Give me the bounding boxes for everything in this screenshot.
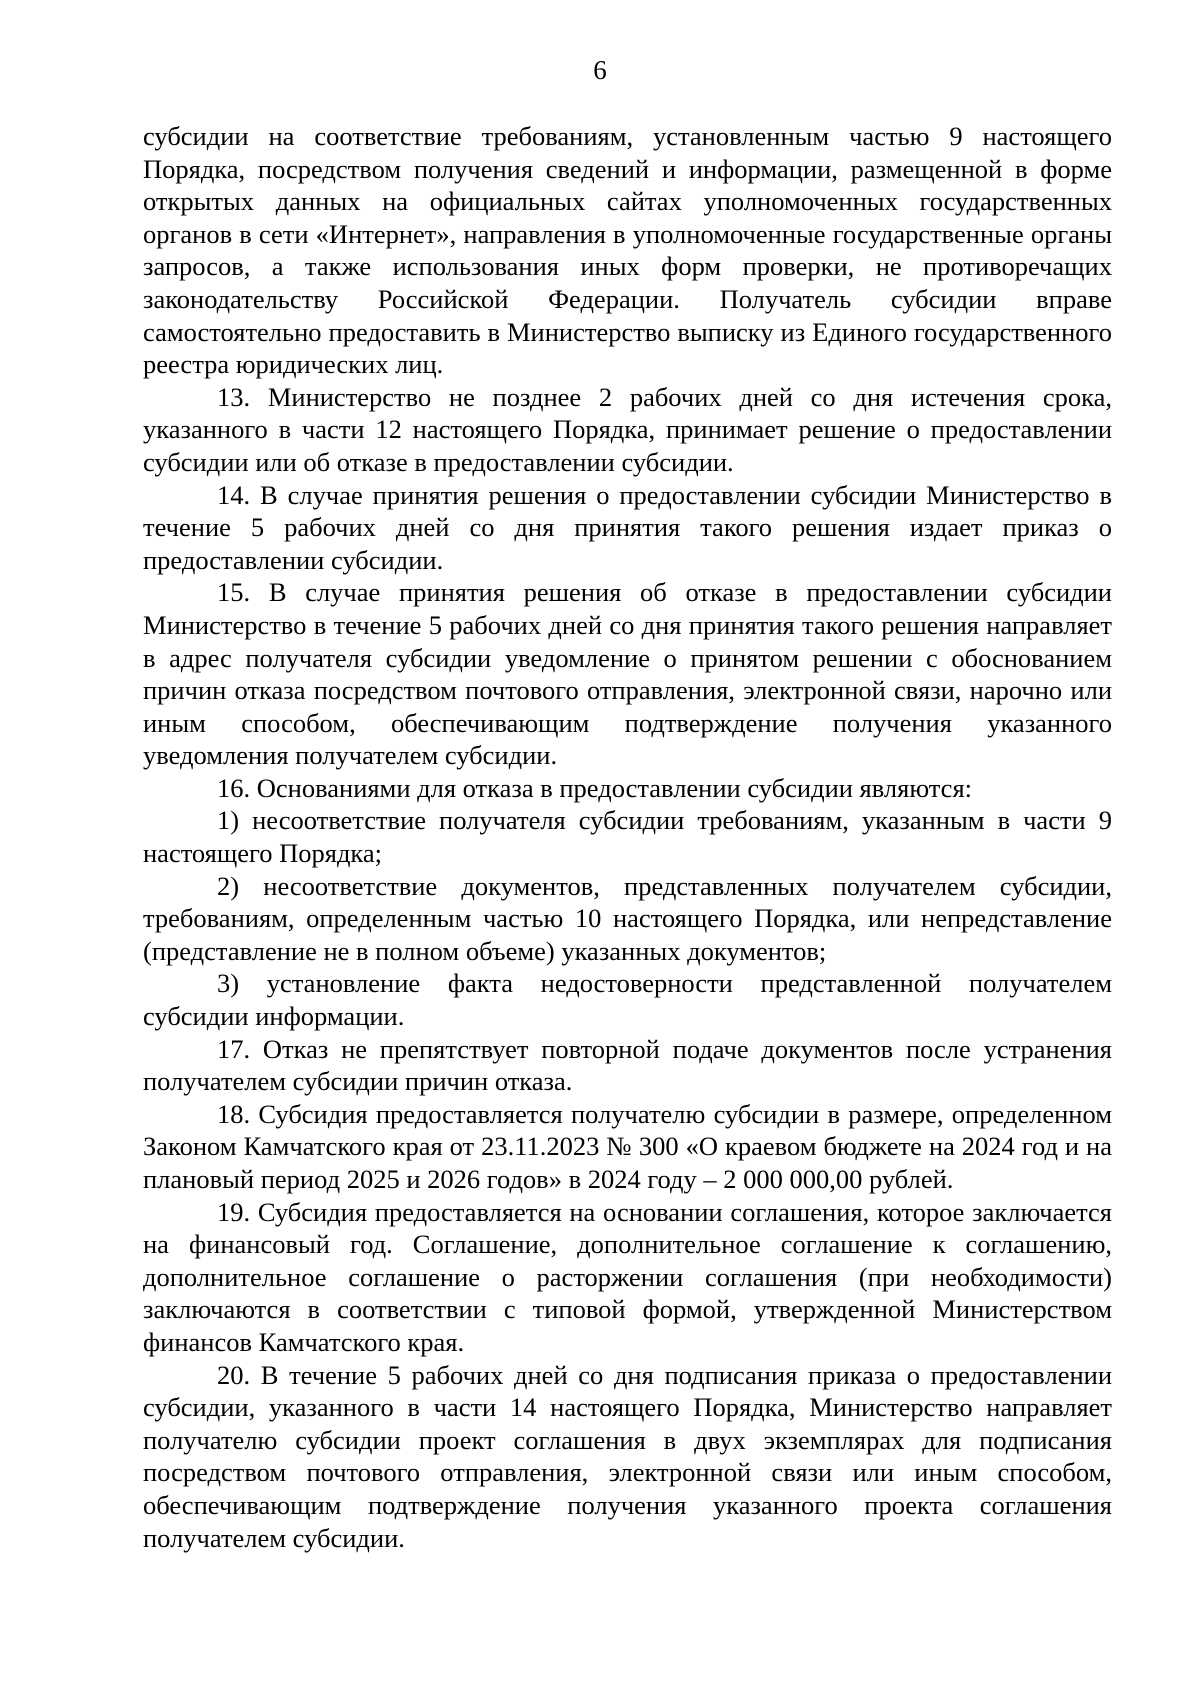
paragraph-14: 14. В случае принятия решения о предоставлении субсидии Министерство в течение 5 рабочих дней со дня принятия такого решения издает приказ о предоставлении субсидии. [143, 479, 1112, 575]
paragraph-19: 19. Субсидия предоставляется на основании соглашения, которое заключается на финансовый год. Соглашение, дополнительное соглашение к соглашению, дополнительное соглашение о расторжении соглашения (при необходимости) заключаются в соответствии с типовой формой, утвержденной Министерством финансов Камчатского края. [143, 1196, 1112, 1357]
paragraph-16-item-1: 1) несоответствие получателя субсидии требованиям, указанным в части 9 настоящего Порядка; [143, 805, 1112, 869]
paragraph-18: 18. Субсидия предоставляется получателю субсидии в размере, определенном Законом Камчатского края от 23.11.2023 № 300 «О краевом бюджете на 2024 год и на плановый период 2025 и 2026 годов» в 2024 году – 2 000 000,00 рублей. [143, 1098, 1112, 1194]
paragraph-20: 20. В течение 5 рабочих дней со дня подписания приказа о предоставлении субсидии, указанного в части 14 настоящего Порядка, Министерство направляет получателю субсидии проект соглашения в двух экземплярах для подписания посредством почтового отправления, электронной связи или иным способом, обеспечивающим подтверждение получения указанного проекта соглашения получателем субсидии. [143, 1359, 1112, 1553]
paragraph-continuation: субсидии на соответствие требованиям, установленным частью 9 настоящего Порядка, посредством получения сведений и информации, размещенной в форме открытых данных на официальных сайтах уполномоченных государственных органов в сети «Интернет», направления в уполномоченные государственные органы запросов, а также использования иных форм проверки, не противоречащих законодательству Российской Федерации. Получатель субсидии вправе самостоятельно предоставить в Министерство выписку из Единого государственного реестра юридических лиц. [143, 121, 1112, 380]
page-number: 6 [593, 55, 607, 85]
paragraph-17: 17. Отказ не препятствует повторной подаче документов после устранения получателем субсидии причин отказа. [143, 1033, 1112, 1097]
document-body [143, 120, 1112, 1554]
paragraph-15: 15. В случае принятия решения об отказе в предоставлении субсидии Министерство в течение 5 рабочих дней со дня принятия такого решения направляет в адрес получателя субсидии уведомление о принятом решении с обоснованием причин отказа посредством почтового отправления, электронной связи, нарочно или иным способом, обеспечивающим подтверждение получения указанного уведомления получателем субсидии. [143, 577, 1112, 771]
paragraph-16: 16. Основаниями для отказа в предоставлении субсидии являются: [217, 772, 972, 803]
paragraph-16-item-2: 2) несоответствие документов, представленных получателем субсидии, требованиям, определенным частью 10 настоящего Порядка, или непредставление (представление не в полном объеме) указанных документов; [143, 870, 1112, 966]
paragraph-16-item-3: 3) установление факта недостоверности представленной получателем субсидии информации. [143, 968, 1112, 1032]
paragraph-13: 13. Министерство не позднее 2 рабочих дней со дня истечения срока, указанного в части 12 настоящего Порядка, принимает решение о предоставлении субсидии или об отказе в предоставлении субсидии. [143, 381, 1112, 477]
